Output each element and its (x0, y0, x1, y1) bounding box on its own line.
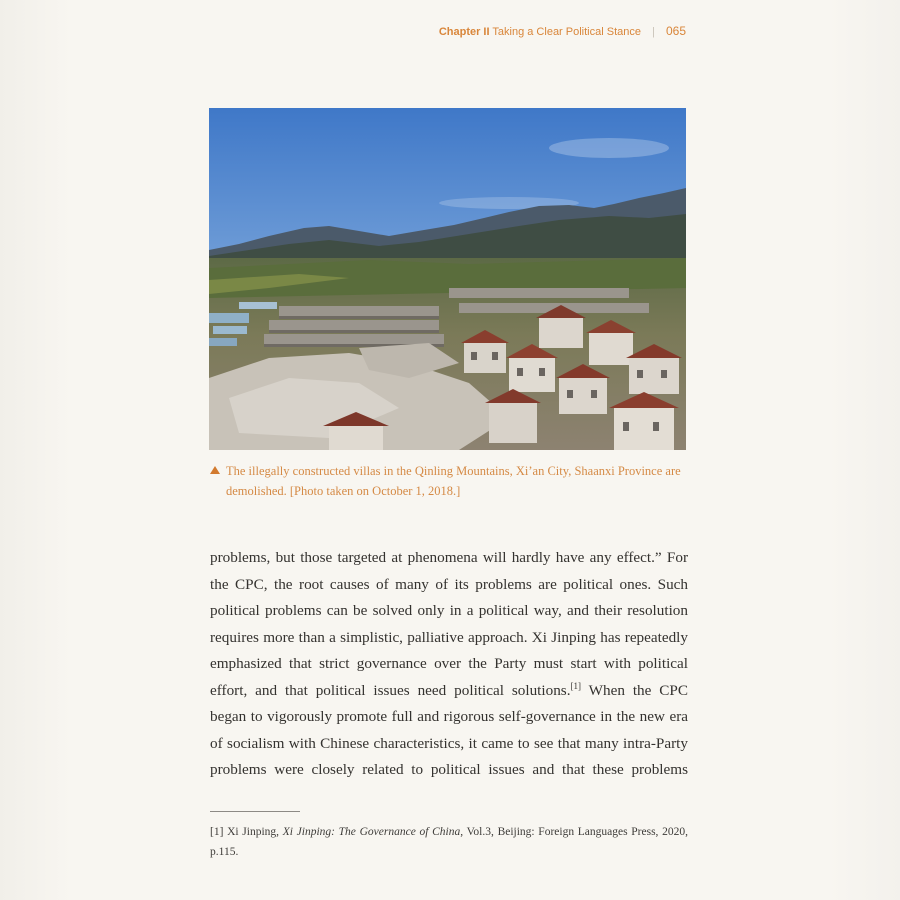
page-number: 065 (665, 24, 686, 38)
body-line: the CPC, the root causes of many of its problems are political ones. Such (210, 575, 688, 593)
photo-demolished-villas (209, 108, 686, 450)
footnote-line-2: p.115. (210, 846, 239, 858)
footnote-1 (210, 822, 688, 862)
caption-text-1: The illegally constructed villas in the Qinling Mountains, Xi’an City, Shaanxi Province are (226, 464, 681, 478)
body-line-6-end: When the CPC (581, 681, 689, 699)
body-line (210, 678, 688, 705)
footnote-divider (210, 811, 300, 812)
footnote-rest: , Vol.3, Beijing: Foreign Languages Press, 2020, (460, 826, 689, 838)
footnote-reference-1[interactable]: [1] (570, 680, 582, 691)
body-line: problems were closely related to political issues and that these problems (210, 761, 688, 778)
chapter-label: Chapter II (438, 26, 490, 38)
body-line: of socialism with Chinese characteristics, it came to see that many intra-Party (210, 734, 688, 752)
body-line: problems, but those targeted at phenomena will hardly have any effect.” For (210, 549, 688, 566)
footnote-book-title: Xi Jinping: The Governance of China (282, 826, 461, 838)
chapter-title: Taking a Clear Political Stance (492, 26, 641, 38)
header-divider: | (652, 26, 655, 38)
running-head (380, 24, 686, 38)
body-paragraph (210, 545, 688, 784)
figure-caption (210, 461, 688, 501)
caption-line-2: demolished. [Photo taken on October 1, 2018.] (226, 484, 461, 498)
caption-line-1 (210, 461, 688, 481)
triangle-marker-icon (210, 466, 220, 474)
body-line: political problems can be solved only in a political way, and their resolution (210, 602, 688, 619)
body-line: emphasized that strict governance over the Party must start with political (210, 655, 688, 672)
body-line: requires more than a simplistic, palliative approach. Xi Jinping has repeatedly (210, 628, 688, 646)
footnote-line-1 (210, 822, 688, 842)
body-line-6-start: effort, and that political issues need political solutions. (210, 681, 571, 699)
body-line: began to vigorously promote full and rigorous self-governance in the new era (210, 708, 688, 725)
footnote-prefix: [1] Xi Jinping, (210, 826, 283, 838)
